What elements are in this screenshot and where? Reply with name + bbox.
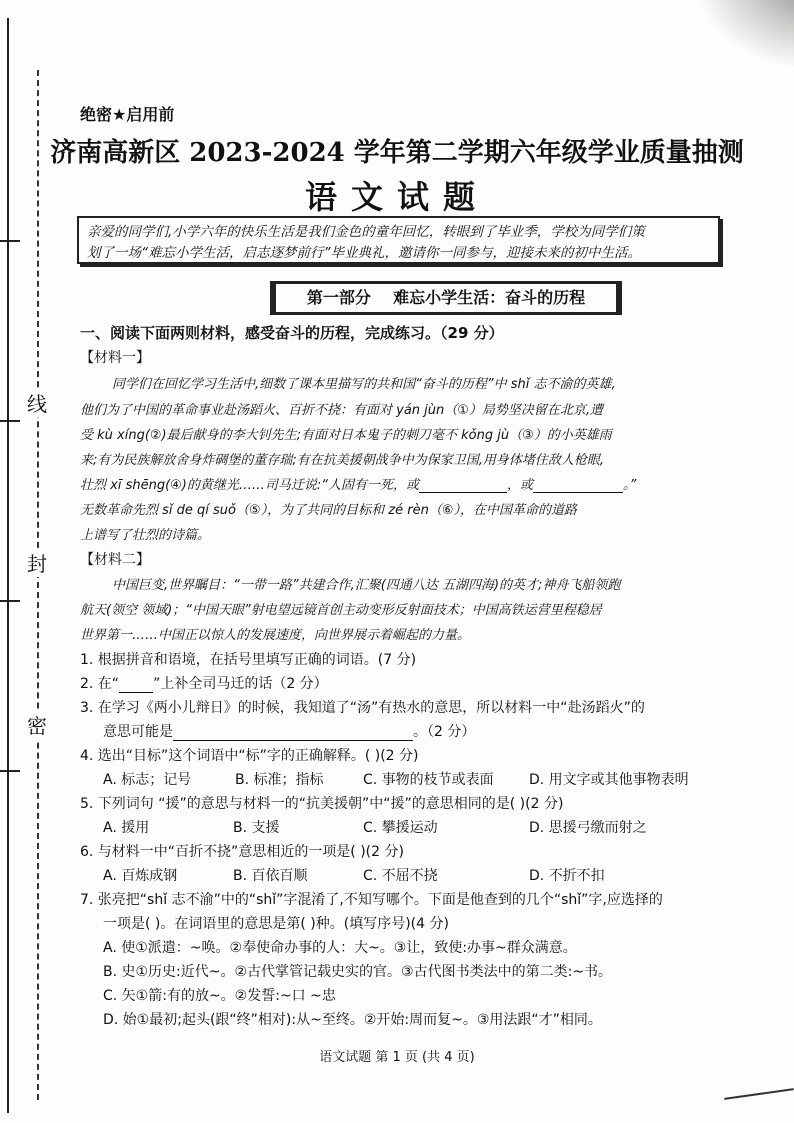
option[interactable]: C. 事物的枝节或表面 bbox=[363, 772, 494, 788]
option[interactable]: B. 史①历史:近代~。②古代掌管记载史实的官。③古代图书类法中的第二类:~书。 bbox=[103, 964, 613, 980]
margin-mark bbox=[0, 420, 20, 422]
scan-mark bbox=[724, 1088, 794, 1100]
binding-char-line: 线 bbox=[26, 388, 48, 417]
question-4: 4. 选出“目标”这个词语中“标”字的正确解释。( )(2 分) bbox=[80, 748, 419, 764]
q6-options bbox=[103, 865, 605, 885]
question-6: 6. 与材料一中“百折不挠”意思相近的一项是( )(2 分) bbox=[80, 844, 404, 860]
option[interactable]: B. 支援 bbox=[233, 820, 280, 836]
option[interactable]: D. 用文字或其他事物表明 bbox=[529, 772, 689, 788]
material-text: 世界第一……中国正以惊人的发展速度，向世界展示着崛起的力量。 bbox=[80, 628, 471, 643]
answer-blank[interactable] bbox=[533, 478, 623, 493]
question-1: 1. 根据拼音和语境，在括号里填写正确的词语。(7 分) bbox=[80, 652, 417, 668]
quote-start: 壮烈 xī shēng(④)的黄继光……司马迁说:“人固有一死，或 bbox=[80, 478, 419, 493]
answer-blank[interactable] bbox=[419, 478, 507, 493]
margin-mark bbox=[0, 600, 20, 602]
question-3: 3. 在学习《两小儿辩日》的时候，我知道了“汤”有热水的意思，所以材料一中“赴汤蹈火”的 bbox=[80, 700, 645, 716]
question-3-cont bbox=[103, 721, 475, 741]
binding-char-secret: 密 bbox=[26, 710, 48, 739]
subject-title: 语文试题 bbox=[304, 178, 489, 216]
section-heading: 一、阅读下面两则材料，感受奋斗的历程，完成练习。（29 分） bbox=[80, 324, 504, 342]
material-text: 航天(领空 领域)；“中国天眼”射电望远镜首创主动变形反射面技术；中国高铁运营里程稳居 bbox=[80, 603, 602, 618]
material-label: 【材料一】 bbox=[80, 350, 150, 366]
option[interactable]: C. 矢①箭:有的放~。②发誓:~口 ~忠 bbox=[103, 988, 336, 1004]
option[interactable]: A. 援用 bbox=[103, 820, 150, 836]
question-5: 5. 下列词句 “援”的意思与材料一的“抗美援朝”中“援”的意思相同的是( )(2 分) bbox=[80, 796, 564, 812]
answer-blank[interactable] bbox=[173, 726, 413, 741]
confidential-label: 绝密★启用前 bbox=[80, 105, 175, 124]
option[interactable]: C. 攀援运动 bbox=[363, 820, 438, 836]
question-7: 7. 张亮把“shǐ 志不渝”中的“shǐ”字混淆了,不知写哪个。下面是他查到的几个“shǐ”字,应选择的 bbox=[80, 892, 663, 908]
question-7-cont: 一项是( )。在词语里的意思是第( )种。(填写序号)(4 分) bbox=[103, 916, 449, 932]
page-footer: 语文试题 第 1 页 (共 4 页) bbox=[319, 1050, 475, 1065]
option[interactable]: A. 使①派遣：~唤。②奉使命办事的人：大~。③让，致使:办事~群众满意。 bbox=[103, 940, 577, 956]
q3-end: 。（2 分） bbox=[413, 724, 476, 740]
binding-char-seal: 封 bbox=[26, 548, 48, 577]
part-label: 第一部分 bbox=[306, 288, 371, 307]
q4-options bbox=[103, 769, 689, 789]
q3-start: 意思可能是 bbox=[103, 724, 173, 740]
material-text: 中国巨变,世界瞩目：“一带一路”共建合作,汇聚(四通八达 五湖四海)的英才;神舟飞船领跑 bbox=[112, 578, 621, 593]
q2-end: ”上补全司马迁的话（2 分） bbox=[153, 676, 328, 692]
material-text: 他们为了中国的革命事业赴汤蹈火、百折不挠：有面对 yán jùn（①）局势坚决留在北京,遭 bbox=[80, 403, 604, 418]
quote-end: 。” bbox=[623, 478, 637, 493]
intro-box bbox=[77, 216, 720, 264]
quote-mid: ，或 bbox=[506, 478, 533, 493]
option[interactable]: D. 始①最初;起头(跟“终”相对):从~至终。②开始:周而复~。③用法跟“才”相同。 bbox=[103, 1012, 602, 1028]
option[interactable]: B. 百依百顺 bbox=[233, 868, 308, 884]
option[interactable]: A. 标志；记号 bbox=[103, 772, 192, 788]
intro-line: 划了一场“难忘小学生活，启志逐梦前行”毕业典礼，邀请你一同参与，迎接未来的初中生活。 bbox=[87, 245, 641, 261]
option[interactable]: C. 不屈不挠 bbox=[363, 868, 438, 884]
option[interactable]: D. 不折不扣 bbox=[529, 868, 605, 884]
q5-options bbox=[103, 817, 647, 837]
margin-mark bbox=[0, 770, 20, 772]
option[interactable]: D. 思援弓缴而射之 bbox=[529, 820, 647, 836]
material-label: 【材料二】 bbox=[80, 552, 150, 568]
question-2 bbox=[80, 673, 328, 693]
part-banner bbox=[270, 281, 622, 315]
material-text: 同学们在回忆学习生活中,细数了课本里描写的共和国“奋斗的历程”中 shǐ 志不渝的英雄, bbox=[112, 377, 616, 392]
material-text: 上谱写了壮烈的诗篇。 bbox=[80, 528, 211, 543]
exam-title: 济南高新区 2023-2024 学年第二学期六年级学业质量抽测 bbox=[50, 138, 744, 168]
binding-dashed-line bbox=[37, 70, 39, 1100]
material-text-quote bbox=[80, 474, 636, 493]
answer-blank[interactable] bbox=[119, 678, 153, 693]
material-text: 无数革命先烈 sǐ de qí suǒ（⑤），为了共同的目标和 zé rèn（⑥），在中国革命的道路 bbox=[80, 503, 577, 518]
option[interactable]: B. 标准；指标 bbox=[235, 772, 324, 788]
intro-line: 亲爱的同学们,小学六年的快乐生活是我们金色的童年回忆，转眼到了毕业季，学校为同学们策 bbox=[87, 224, 645, 240]
margin-mark bbox=[0, 240, 20, 242]
part-title: 难忘小学生活：奋斗的历程 bbox=[393, 288, 586, 307]
material-text: 来;有为民族解放舍身炸碉堡的董存瑞;有在抗美援朝战争中为保家卫国,用身体堵住敌人枪眼, bbox=[80, 453, 605, 468]
q2-start: 2. 在“ bbox=[80, 676, 120, 692]
scan-shadow bbox=[694, 0, 794, 70]
material-text: 受 kù xíng(②)最后献身的李大钊先生;有面对日本鬼子的刺刀毫不 kǒng jù（③）的小英雄雨 bbox=[80, 428, 612, 443]
option[interactable]: A. 百炼成钢 bbox=[103, 868, 178, 884]
